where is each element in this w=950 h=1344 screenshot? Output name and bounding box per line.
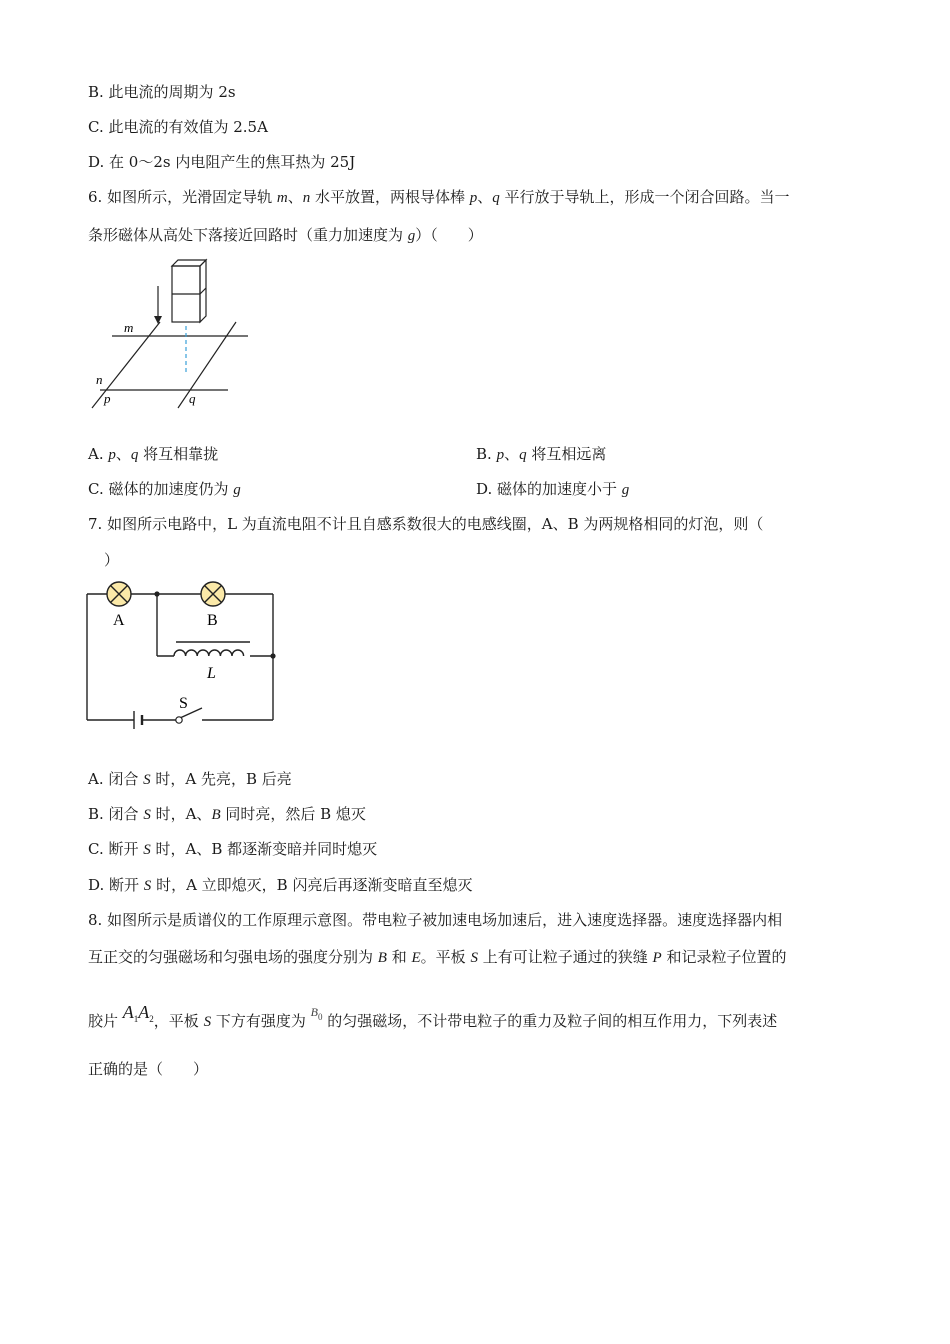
lamp-b bbox=[201, 582, 225, 606]
q7-option-a: A. 闭合 S 时，A 先亮，B 后亮 bbox=[88, 770, 292, 788]
inductor-coil bbox=[174, 650, 244, 656]
q7-figure-circuit bbox=[84, 578, 280, 734]
q8-stem-line3: 胶片 $A_1A_2$，平板 S 下方有强度为 $^{B_0}$ 的匀强磁场，不计带电粒子的重力及粒子间的相互作用力，下列表述 bbox=[88, 1002, 778, 1030]
arrow-head bbox=[154, 316, 162, 324]
q8-stem-line2: 互正交的匀强磁场和匀强电场的强度分别为 B 和 E。平板 S 上有可让粒子通过的狭缝 P 和记录粒子位置的 bbox=[88, 948, 787, 966]
q6-figure-rails-magnet bbox=[86, 256, 256, 416]
label-switch: S bbox=[179, 695, 188, 712]
label-lamp-b: B bbox=[207, 612, 218, 629]
q7-option-d: D. 断开 S 时，A 立即熄灭，B 闪亮后再逐渐变暗直至熄灭 bbox=[88, 876, 473, 894]
switch-pivot bbox=[176, 717, 182, 723]
q8-stem-line1: 8. 如图所示是质谱仪的工作原理示意图。带电粒子被加速电场加速后，进入速度选择器。速度选择器内相 bbox=[88, 911, 783, 929]
q8-stem-line4: 正确的是（ ） bbox=[88, 1060, 209, 1078]
label-n: n bbox=[96, 372, 103, 387]
q7-option-b: B. 闭合 S 时，A、B 同时亮，然后 B 熄灭 bbox=[88, 805, 366, 823]
junction-dot bbox=[154, 591, 159, 596]
q6-stem-line1: 6. 如图所示，光滑固定导轨 m、n 水平放置，两根导体棒 p、q 平行放于导轨上，形成一个闭合回路。当一 bbox=[88, 188, 790, 206]
rod-q bbox=[178, 322, 236, 408]
lamp-a bbox=[107, 582, 131, 606]
junction-dot bbox=[270, 653, 275, 658]
label-q: q bbox=[189, 391, 196, 406]
label-lamp-a: A bbox=[113, 612, 125, 629]
q5-option-d: D. 在 0～2s 内电阻产生的焦耳热为 25J bbox=[88, 153, 356, 171]
film-a1a2: $A_1A_2$ bbox=[122, 1002, 154, 1024]
q7-stem-line2: ） bbox=[104, 551, 120, 569]
q6-stem-line2: 条形磁体从高处下落接近回路时（重力加速度为 g）（ ） bbox=[88, 226, 483, 244]
q7-stem-line1: 7. 如图所示电路中，L 为直流电阻不计且自感系数很大的电感线圈，A、B 为两规格相同的灯泡，则（ bbox=[88, 515, 764, 533]
label-inductor: L bbox=[207, 665, 216, 682]
q6-option-d: D. 磁体的加速度小于 g bbox=[476, 480, 630, 498]
label-p: p bbox=[104, 391, 111, 406]
label-m: m bbox=[124, 320, 134, 335]
q5-option-c: C. 此电流的有效值为 2.5A bbox=[88, 118, 268, 136]
q7-option-c: C. 断开 S 时，A、B 都逐渐变暗并同时熄灭 bbox=[88, 840, 378, 858]
q5-option-b: B. 此电流的周期为 2s bbox=[88, 83, 236, 101]
q6-option-a: A. p、q 将互相靠拢 bbox=[88, 445, 219, 463]
q6-option-b: B. p、q 将互相远离 bbox=[476, 445, 607, 463]
q6-option-c: C. 磁体的加速度仍为 g bbox=[88, 480, 241, 498]
field-b0: B0 bbox=[310, 1005, 323, 1022]
